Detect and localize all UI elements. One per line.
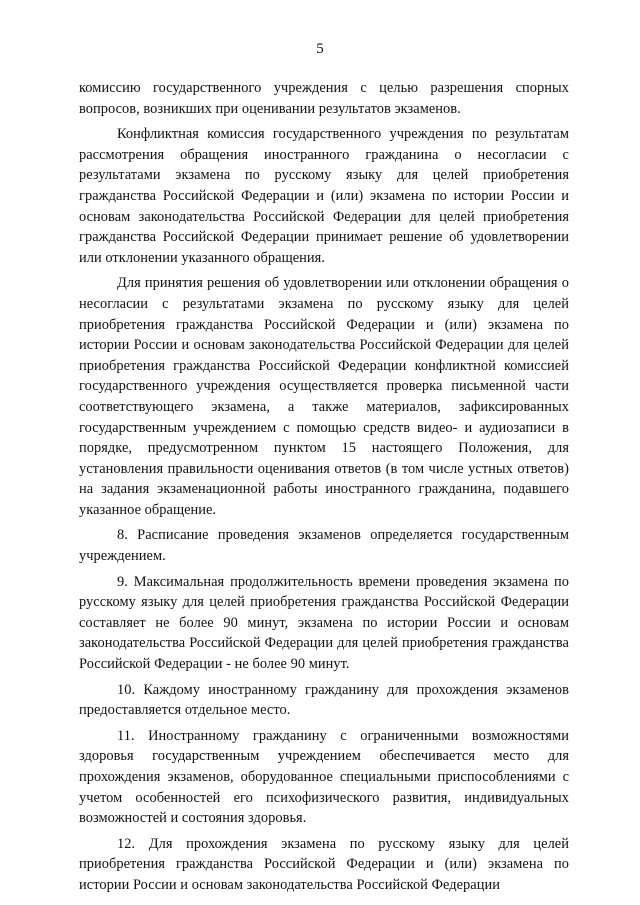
paragraph-item-12: 12. Для прохождения экзамена по русскому языку для целей приобретения гражданства Российской Федерации и (или) экзамена по истории России и основам законодательства Российской Федерации [79,835,569,893]
paragraph-item-9: 9. Максимальная продолжительность времени проведения экзамена по русскому языку для целей приобретения гражданства Российской Федерации составляет не более 90 минут, экзамена по истории России и основам законодательства Российской Федерации для целей приобретения гражданства Российской Федерации - не более 90 минут. [79,573,569,673]
document-body [79,78,569,901]
paragraph-item-10: 10. Каждому иностранному гражданину для прохождения экзаменов предоставляется отдельное место. [79,681,569,719]
paragraph-continuation: комиссию государственного учреждения с целью разрешения спорных вопросов, возникших при оценивании результатов экзаменов. [79,80,569,117]
page-number: 5 [316,41,324,57]
paragraph-appeal-review: Для принятия решения об удовлетворении или отклонении обращения о несогласии с результатами экзамена по русскому языку для целей приобретения гражданства Российской Федерации и (или) экзамена по истории России и основам законодательства Российской Федерации для целей приобретения гражданства Российской Федерации конфликтной комиссией государственного учреждения осуществляется проверка письменной части соответствующего экзамена, а также материалов, зафиксированных государственным учреждением с помощью средств видео- и аудиозаписи в порядке, предусмотренном пунктом 15 настоящего Положения, для установления правильности оценивания ответов (в том числе устных ответов) на задания экзаменационной работы иностранного гражданина, подавшего указанное обращение. [79,275,569,518]
paragraph-conflict-commission-decision: Конфликтная комиссия государственного учреждения по результатам рассмотрения обращения иностранного гражданина о несогласии с результатами экзамена по русскому языку для целей приобретения гражданства Российской Федерации и (или) экзамена по истории России и основам законодательства Российской Федерации для целей приобретения гражданства Российской Федерации принимает решение об удовлетворении или отклонении указанного обращения. [79,126,569,266]
paragraph-item-11: 11. Иностранному гражданину с ограниченными возможностями здоровья государственным учреждением обеспечивается место для прохождения экзаменов, оборудованное специальными приспособлениями с учетом особенностей его психофизического развития, индивидуальных возможностей и состояния здоровья. [79,727,569,827]
paragraph-item-8: 8. Расписание проведения экзаменов определяется государственным учреждением. [79,527,569,565]
